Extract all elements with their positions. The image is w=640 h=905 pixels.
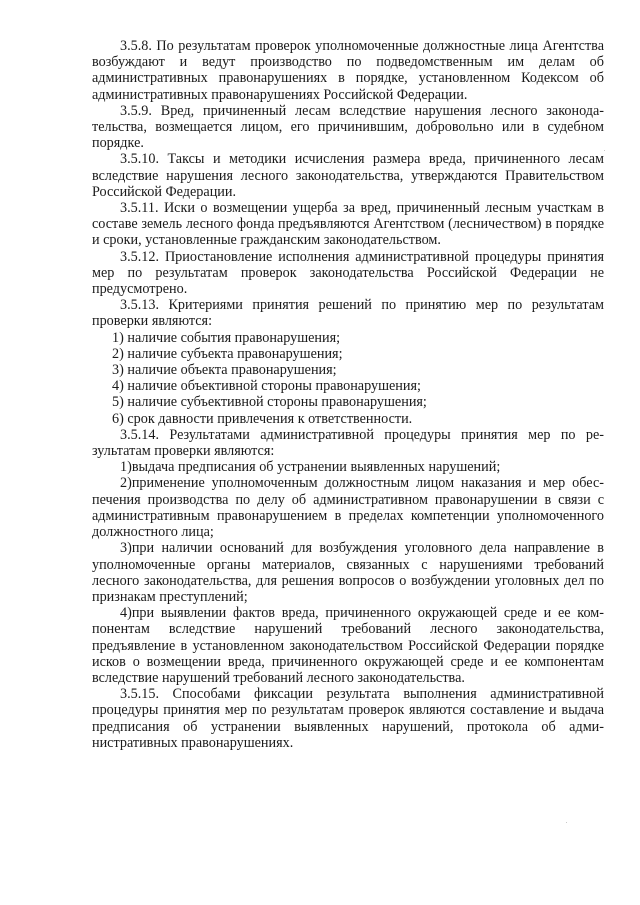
results-list (92, 459, 604, 686)
list-text: наличие объективной стороны правонарушения; (127, 378, 421, 395)
list-number: 6) (112, 410, 124, 427)
list-number: 3) (112, 362, 124, 379)
list-number: 2) (120, 475, 132, 492)
list-item (92, 411, 604, 427)
list-text: наличие события правонарушения; (127, 329, 341, 346)
list-text: при наличии оснований для возбуждения уголовного дела направление в уполномоченные органы материалов, связанных с нарушениями требований лесного законодательства, для решения вопросов о возбуждении уголовных дел по признакам преступлений; (92, 540, 604, 605)
list-text: применение уполномоченным должностным лицом наказания и мер обеспечения производства по делу об административном правонарушении в связи с административным правонарушением в пределах компетенции уполномоченного должностного лица; (92, 475, 604, 541)
clause-3-5-12: 3.5.12. Приостановление исполнения административной процедуры принятия мер по результатам проверок законодательства Российской Федерации не предусмотрено. (92, 248, 604, 298)
clause-3-5-9: 3.5.9. Вред, причиненный лесам вследствие нарушения лесного законодательства, возмещается лицом, его причинившим, добровольно или в судебном порядке. (92, 102, 604, 152)
list-item (92, 378, 604, 394)
clause-3-5-14: 3.5.14. Результатами административной процедуры принятия мер по результатам проверки являются: (92, 426, 604, 460)
list-text: при выявлении фактов вреда, причиненного окружающей среде и ее компонентам вследствие нарушений требований лесного законодательства, предъявление в установленном законодательством Российской Федерации порядке исков о возмещении вреда, причиненного окружающей среде и ее компонентам вследствие нарушений требований лесного законодательства. (92, 605, 604, 686)
list-text: наличие объекта правонарушения; (127, 362, 337, 379)
list-item (92, 605, 604, 686)
document-page (92, 38, 604, 751)
clause-3-5-11: 3.5.11. Иски о возмещении ущерба за вред, причиненный лесным участкам в составе земель лесного фонда предъявляются Агентством (лесничеством) в порядке и сроки, установленные гражданским законодательством. (92, 200, 604, 249)
list-item (92, 394, 604, 410)
clause-3-5-10: 3.5.10. Таксы и методики исчисления размера вреда, причиненного лесам вследствие нарушения лесного законодательства, утверждаются Правительством Российской Федерации. (92, 151, 604, 200)
list-number: 1) (120, 459, 132, 476)
list-text: наличие субъекта правонарушения; (127, 345, 343, 362)
criteria-list (92, 330, 604, 427)
list-item (92, 362, 604, 378)
list-item (92, 540, 604, 605)
clause-3-5-8: 3.5.8. По результатам проверок уполномоченные должностные лица Агентства возбуждают и ведут производство по подведомственным им делам об административных правонарушениях в порядке, установленном Кодексом об административных правонарушениях Российской Федерации. (92, 38, 604, 103)
list-number: 1) (112, 329, 124, 346)
list-number: 2) (112, 345, 124, 362)
clause-3-5-13: 3.5.13. Критериями принятия решений по принятию мер по результатам проверки являются: (92, 297, 604, 330)
list-number: 4) (120, 605, 132, 622)
list-number: 3) (120, 540, 132, 557)
list-text: срок давности привлечения к ответственности. (127, 410, 413, 427)
list-item (92, 330, 604, 346)
list-item (92, 459, 604, 475)
list-item (92, 475, 604, 540)
list-number: 4) (112, 378, 124, 395)
clause-3-5-15: 3.5.15. Способами фиксации результата выполнения административной процедуры принятия мер по результатам проверок являются составление и выдача предписания об устранении выявленных нарушений, протокола об административных правонарушениях. (92, 686, 604, 751)
list-text: наличие субъективной стороны правонарушения; (127, 394, 427, 411)
scan-speck (566, 822, 567, 823)
list-item (92, 346, 604, 362)
scan-speck (604, 150, 605, 151)
list-text: выдача предписания об устранении выявленных нарушений; (131, 459, 501, 476)
list-number: 5) (112, 394, 124, 411)
